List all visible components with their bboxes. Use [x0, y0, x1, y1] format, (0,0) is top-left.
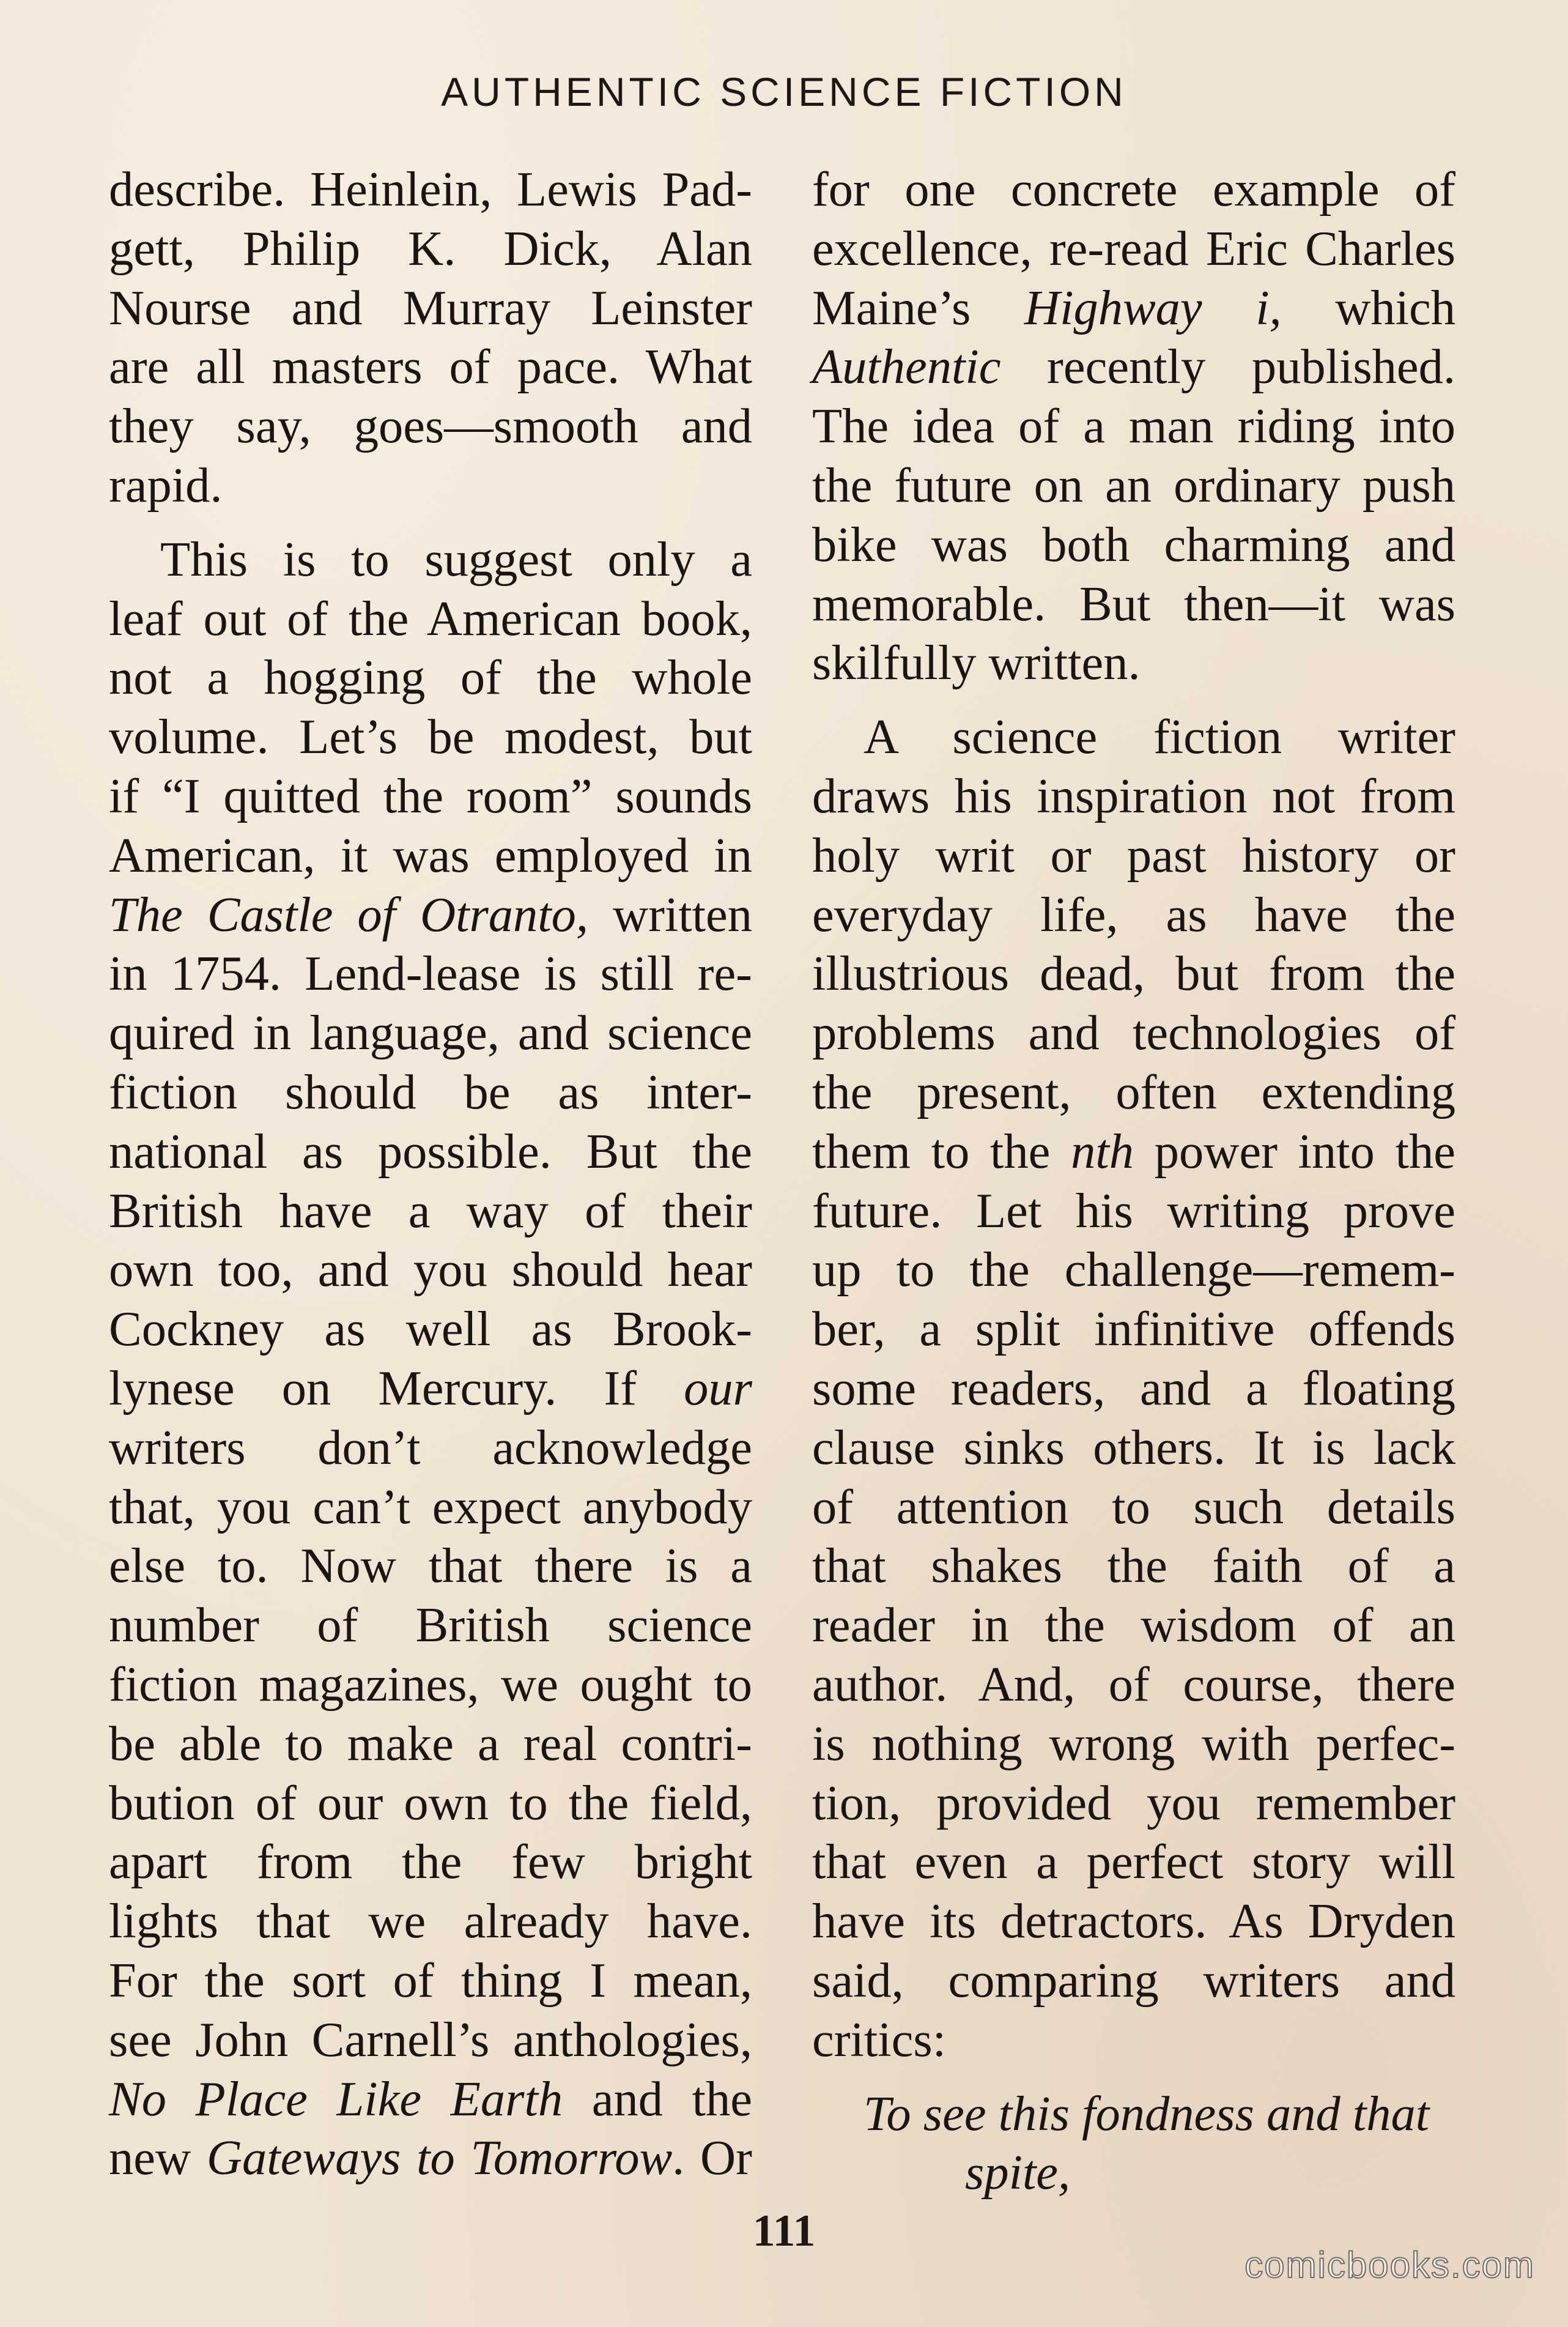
text-line: the present, often extending [812, 1064, 1455, 1119]
book-title: No Place Like Earth [109, 2071, 563, 2126]
page-number: 111 [752, 2206, 816, 2256]
text-line: apart from the few bright [109, 1835, 752, 1890]
text-line: else to. Now that there is a [109, 1538, 752, 1594]
text-line: that, you can’t expect anybody [109, 1479, 752, 1534]
text-line: bike was both charming and [812, 517, 1455, 572]
text-line: of attention to such details [812, 1479, 1455, 1534]
text-line: describe. Heinlein, Lewis Pad- [109, 162, 752, 217]
text-line: Cockney as well as Brook- [109, 1302, 752, 1357]
book-title: The Castle of Otranto, [109, 887, 589, 942]
text-line: writers don’t acknowledge [109, 1420, 752, 1475]
text-line: reader in the wisdom of an [812, 1598, 1455, 1653]
text-line: rapid. [109, 458, 223, 513]
text-line: have its detractors. As Dryden [812, 1894, 1455, 1949]
text-line: leaf out of the American book, [109, 591, 752, 646]
text-line: No Place Like Earth and the [109, 2071, 753, 2126]
text-line: Nourse and Murray Leinster [109, 280, 752, 335]
text-line: national as possible. But the [109, 1124, 752, 1179]
text-line: are all masters of pace. What [109, 340, 752, 395]
text-line: that even a perfect story will [812, 1835, 1455, 1890]
text-line: For the sort of thing I mean, [109, 1953, 752, 2008]
text-line: lynese on Mercury. If our [109, 1360, 752, 1416]
text-line: memorable. But then—it was [812, 576, 1455, 631]
text-line: clause sinks others. It is lack [812, 1420, 1455, 1475]
text-line: ber, a split infinitive offends [812, 1302, 1455, 1357]
text-line: quired in language, and science [109, 1006, 752, 1061]
magazine-title: Authentic [812, 340, 1001, 395]
left-column [109, 160, 752, 2188]
text-line: if “I quitted the room” sounds [109, 768, 752, 823]
text-line: is nothing wrong with perfec- [812, 1716, 1455, 1771]
text-line: problems and technologies of [812, 1006, 1455, 1061]
verse-line: To see this fondness and that [864, 2086, 1430, 2141]
text-line: said, comparing writers and [812, 1953, 1455, 2008]
paragraph [109, 160, 752, 516]
text-line: Authentic recently published. [812, 340, 1455, 395]
paragraph [812, 708, 1455, 2069]
running-head: AUTHENTIC SCIENCE FICTION [441, 69, 1127, 114]
text-line: British have a way of their [109, 1183, 752, 1238]
text-line: fiction should be as inter- [109, 1064, 752, 1119]
emphasis: nth [1071, 1124, 1134, 1179]
text-line: up to the challenge—remem- [812, 1242, 1455, 1297]
text-line: gett, Philip K. Dick, Alan [109, 221, 752, 276]
text-line: The Castle of Otranto, written [109, 887, 752, 942]
text-line: that shakes the faith of a [812, 1538, 1455, 1594]
right-column [812, 160, 1455, 2203]
text-line: own too, and you should hear [109, 1242, 752, 1297]
text-line: be able to make a real contri- [109, 1716, 752, 1771]
text-line: volume. Let’s be modest, but [109, 710, 752, 765]
text-line: tion, provided you remember [812, 1775, 1455, 1830]
text-line: they say, goes—smooth and [109, 399, 752, 454]
text-line: number of British science [109, 1598, 752, 1653]
watermark: comicbooks.com [1244, 2244, 1535, 2285]
text-line: American, it was employed in [109, 828, 752, 883]
paragraph [812, 160, 1455, 693]
emphasis: our [684, 1360, 752, 1416]
paragraph [109, 530, 752, 2188]
text-line: some readers, and a floating [812, 1360, 1455, 1416]
text-line: critics: [812, 2012, 947, 2067]
book-title: Highway i, [1024, 280, 1282, 335]
text-line: Maine’s Highway i, which [812, 280, 1455, 335]
text-line: see John Carnell’s anthologies, [109, 2012, 752, 2067]
text-line: the future on an ordinary push [812, 458, 1455, 513]
text-line: fiction magazines, we ought to [109, 1657, 752, 1712]
verse-line: spite, [965, 2145, 1071, 2200]
text-line: excellence, re-read Eric Charles [812, 221, 1455, 276]
text-line: The idea of a man riding into [812, 399, 1455, 454]
text-line: This is to suggest only a [160, 532, 752, 587]
text-line: them to the nth power into the [812, 1124, 1456, 1179]
text-line: in 1754. Lend-lease is still re- [109, 946, 752, 1001]
text-line: illustrious dead, but from the [812, 946, 1455, 1001]
text-line: for one concrete example of [812, 162, 1455, 217]
text-line: draws his inspiration not from [812, 768, 1455, 823]
text-line: author. And, of course, there [812, 1657, 1455, 1712]
book-title: Gateways to Tomorrow [206, 2131, 673, 2186]
text-line: everyday life, as have the [812, 887, 1455, 942]
text-line: skilfully written. [812, 636, 1141, 691]
text-line: holy writ or past history or [812, 828, 1455, 883]
verse-quotation [812, 2085, 1455, 2203]
text-line: not a hogging of the whole [109, 650, 752, 705]
text-line: new Gateways to Tomorrow. Or [109, 2131, 752, 2186]
text-line: bution of our own to the field, [109, 1775, 752, 1830]
text-line: future. Let his writing prove [812, 1183, 1455, 1238]
text-line: lights that we already have. [109, 1894, 752, 1949]
text-line: A science fiction writer [864, 710, 1455, 765]
